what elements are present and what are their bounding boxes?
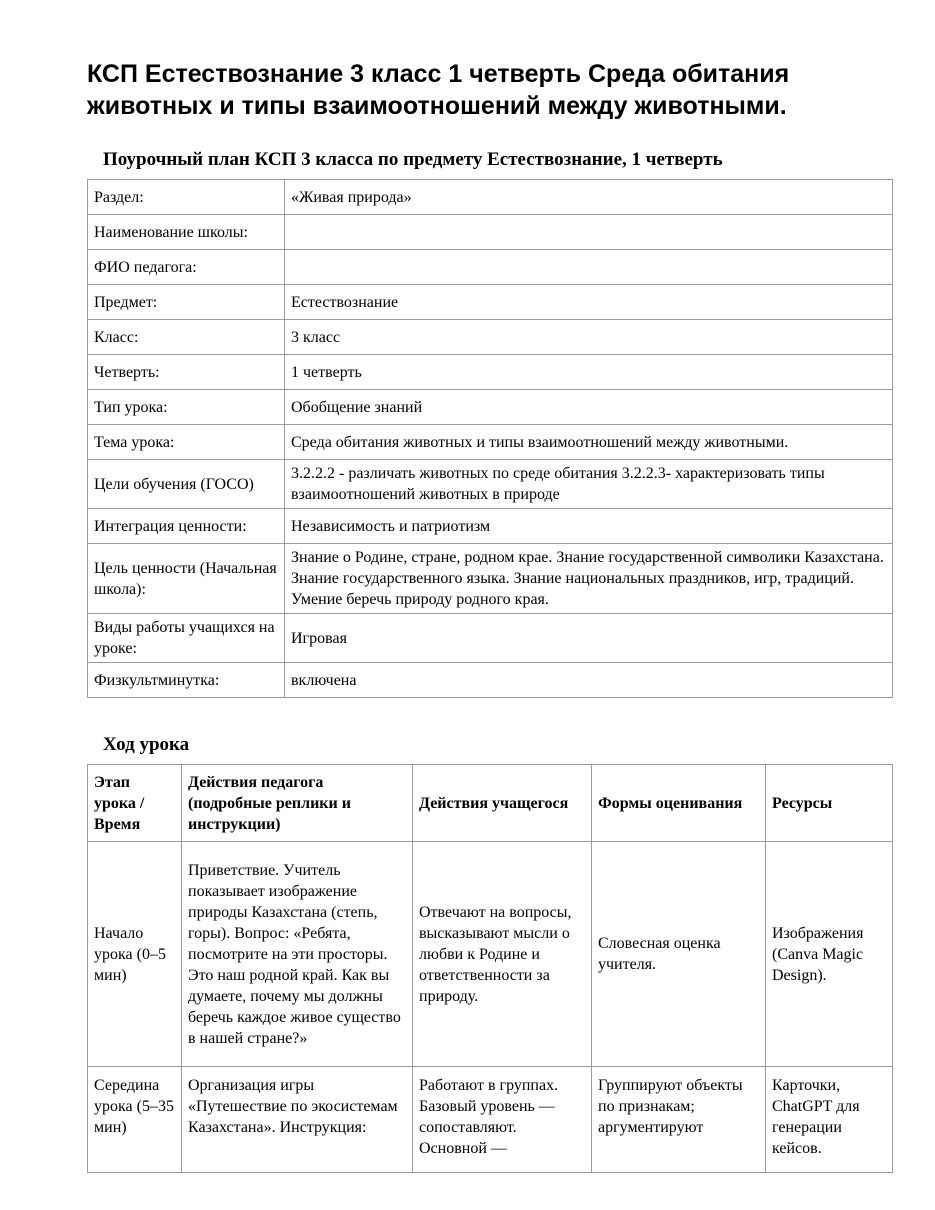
lesson-flow-table bbox=[87, 764, 893, 1173]
table-row bbox=[88, 285, 893, 320]
field-value: 3 класс bbox=[285, 320, 893, 355]
resources-cell: Изображения (Canva Magic Design). bbox=[766, 842, 893, 1067]
field-label: Класс: bbox=[88, 320, 285, 355]
field-value: Независимость и патриотизм bbox=[285, 509, 893, 544]
table-row bbox=[88, 544, 893, 614]
field-value: Обобщение знаний bbox=[285, 390, 893, 425]
field-label: Раздел: bbox=[88, 180, 285, 215]
table-row bbox=[88, 215, 893, 250]
column-header-teacher: Действия педагога (подробные реплики и инструкции) bbox=[182, 765, 413, 842]
table-row bbox=[88, 460, 893, 509]
field-value bbox=[285, 215, 893, 250]
student-cell: Работают в группах. Базовый уровень — сопоставляют. Основной — bbox=[413, 1067, 592, 1173]
plan-heading: Поурочный план КСП 3 класса по предмету Естествознание, 1 четверть bbox=[103, 149, 723, 170]
teacher-cell: Приветствие. Учитель показывает изображение природы Казахстана (степь, горы). Вопрос: «Ребята, посмотрите на эти просторы. Это наш родной край. Как вы думаете, почему мы должны беречь каждое живое существо в нашей стране?» bbox=[182, 842, 413, 1067]
field-label: Четверть: bbox=[88, 355, 285, 390]
field-label: ФИО педагога: bbox=[88, 250, 285, 285]
field-value: Среда обитания животных и типы взаимоотношений между животными. bbox=[285, 425, 893, 460]
table-row bbox=[88, 1067, 893, 1173]
field-value: Игровая bbox=[285, 614, 893, 663]
table-row bbox=[88, 390, 893, 425]
field-label: Цели обучения (ГОСО) bbox=[88, 460, 285, 509]
column-header-resources: Ресурсы bbox=[766, 765, 893, 842]
field-label: Тип урока: bbox=[88, 390, 285, 425]
table-row bbox=[88, 320, 893, 355]
table-row bbox=[88, 250, 893, 285]
table-row bbox=[88, 355, 893, 390]
field-label: Предмет: bbox=[88, 285, 285, 320]
field-value: 3.2.2.2 - различать животных по среде обитания 3.2.2.3- характеризовать типы взаимоотношений животных в природе bbox=[285, 460, 893, 509]
table-row bbox=[88, 663, 893, 698]
table-row bbox=[88, 425, 893, 460]
resources-cell: Карточки, ChatGPT для генерации кейсов. bbox=[766, 1067, 893, 1173]
column-header-student: Действия учащегося bbox=[413, 765, 592, 842]
student-cell: Отвечают на вопросы, высказывают мысли о любви к Родине и ответственности за природу. bbox=[413, 842, 592, 1067]
table-row bbox=[88, 180, 893, 215]
field-label: Цель ценности (Начальная школа): bbox=[88, 544, 285, 614]
lesson-info-table bbox=[87, 179, 893, 698]
assessment-cell: Словесная оценка учителя. bbox=[592, 842, 766, 1067]
document-title: КСП Естествознание 3 класс 1 четверть Среда обитания животных и типы взаимоотношений между животными. bbox=[87, 60, 790, 120]
stage-cell: Начало урока (0–5 мин) bbox=[88, 842, 182, 1067]
field-value: Знание о Родине, стране, родном крае. Знание государственной символики Казахстана. Знание государственного языка. Знание национальных праздников, игр, традиций. Умение беречь природу родного края. bbox=[285, 544, 893, 614]
field-label: Виды работы учащихся на уроке: bbox=[88, 614, 285, 663]
field-label: Наименование школы: bbox=[88, 215, 285, 250]
table-row bbox=[88, 614, 893, 663]
field-label: Интеграция ценности: bbox=[88, 509, 285, 544]
field-value bbox=[285, 250, 893, 285]
column-header-assessment: Формы оценивания bbox=[592, 765, 766, 842]
stage-cell: Середина урока (5–35 мин) bbox=[88, 1067, 182, 1173]
table-header-row bbox=[88, 765, 893, 842]
field-label: Физкультминутка: bbox=[88, 663, 285, 698]
field-value: 1 четверть bbox=[285, 355, 893, 390]
field-value: «Живая природа» bbox=[285, 180, 893, 215]
field-value: включена bbox=[285, 663, 893, 698]
assessment-cell: Группируют объекты по признакам; аргументируют bbox=[592, 1067, 766, 1173]
table-row bbox=[88, 509, 893, 544]
field-value: Естествознание bbox=[285, 285, 893, 320]
column-header-stage: Этап урока / Время bbox=[88, 765, 182, 842]
lesson-flow-heading: Ход урока bbox=[103, 734, 190, 755]
table-row bbox=[88, 842, 893, 1067]
field-label: Тема урока: bbox=[88, 425, 285, 460]
teacher-cell: Организация игры «Путешествие по экосистемам Казахстана». Инструкция: bbox=[182, 1067, 413, 1173]
